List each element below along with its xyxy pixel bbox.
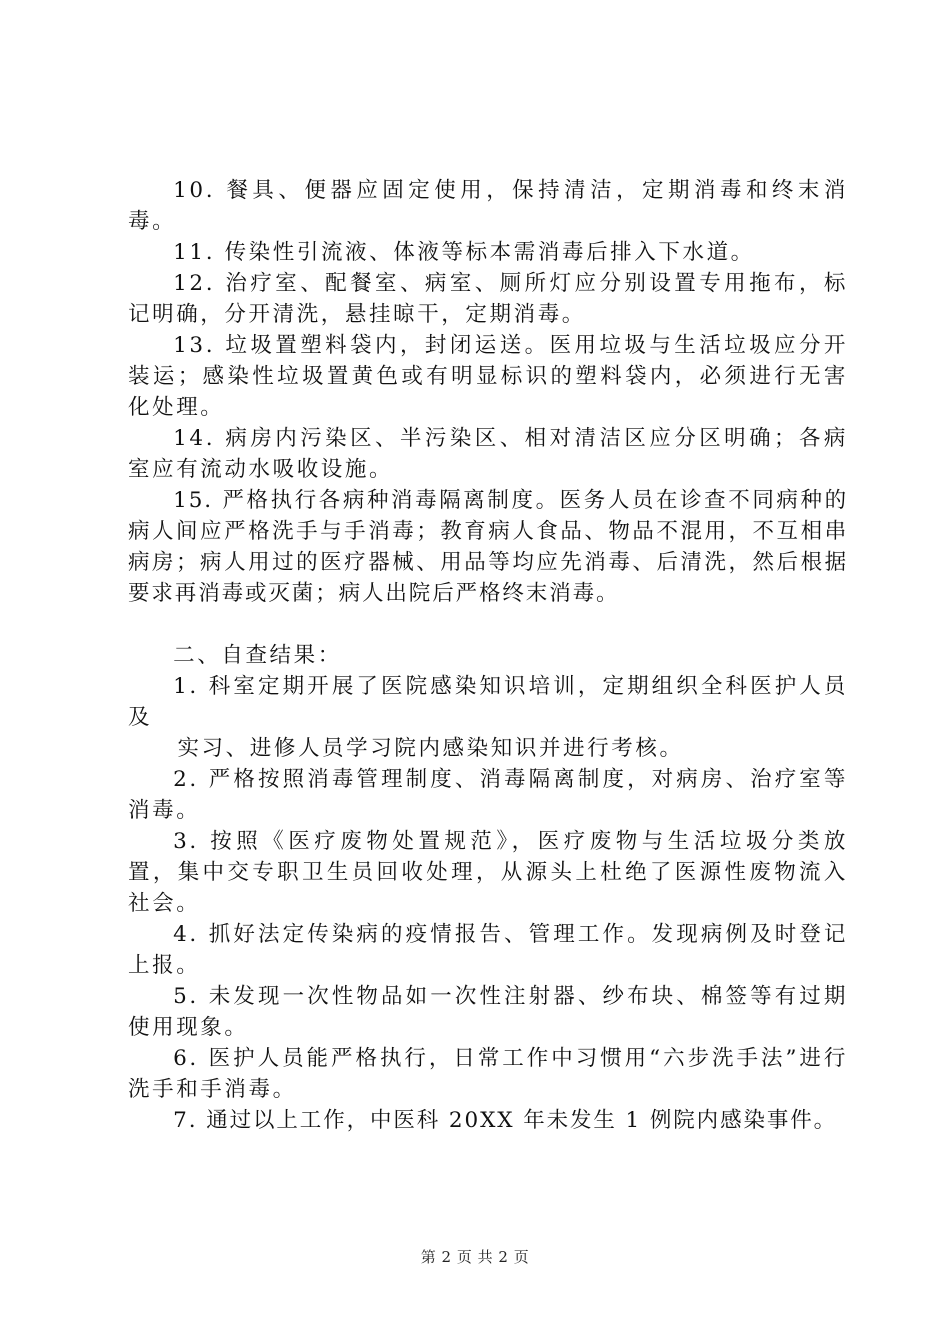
result-item-1-continued: 实习、进修人员学习院内感染知识并进行考核。 (177, 736, 684, 761)
result-item-5: 5. 未发现一次性物品如一次性注射器、纱布块、棉签等有过期使用现象。 (128, 984, 848, 1040)
section-spacer (128, 609, 848, 640)
paragraph-item-12: 12. 治疗室、配餐室、病室、厕所灯应分别设置专用拖布，标记明确，分开清洗，悬挂晾干，定期消毒。 (128, 271, 848, 327)
result-item-4: 4. 抓好法定传染病的疫情报告、管理工作。发现病例及时登记上报。 (128, 922, 848, 978)
section-heading: 二、自查结果： (173, 643, 342, 668)
paragraph-item-10: 10. 餐具、便器应固定使用，保持清洁，定期消毒和终末消毒。 (128, 178, 848, 234)
paragraph-item-11: 11. 传染性引流液、体液等标本需消毒后排入下水道。 (173, 240, 755, 265)
paragraph-item-14: 14. 病房内污染区、半污染区、相对清洁区应分区明确；各病室应有流动水吸收设施。 (128, 426, 848, 482)
document-body (128, 175, 848, 1136)
paragraph-item-13: 13. 垃圾置塑料袋内，封闭运送。医用垃圾与生活垃圾应分开装运；感染性垃圾置黄色或有明显标识的塑料袋内，必须进行无害化处理。 (128, 333, 848, 420)
result-item-2: 2. 严格按照消毒管理制度、消毒隔离制度，对病房、治疗室等消毒。 (128, 767, 848, 823)
result-item-7: 7. 通过以上工作，中医科 20XX 年未发生 1 例院内感染事件。 (173, 1108, 838, 1133)
result-item-1: 1. 科室定期开展了医院感染知识培训，定期组织全科医护人员及 (128, 674, 848, 730)
result-item-6: 6. 医护人员能严格执行，日常工作中习惯用“六步洗手法”进行洗手和手消毒。 (128, 1046, 848, 1102)
page-footer: 第 2 页 共 2 页 (420, 1248, 530, 1266)
result-item-3: 3. 按照《医疗废物处置规范》，医疗废物与生活垃圾分类放置，集中交专职卫生员回收处理，从源头上杜绝了医源性废物流入社会。 (128, 829, 848, 916)
paragraph-item-15: 15. 严格执行各病种消毒隔离制度。医务人员在诊查不同病种的病人间应严格洗手与手消毒；教育病人食品、物品不混用，不互相串病房；病人用过的医疗器械、用品等均应先消毒、后清洗，然后根据要求再消毒或灭菌；病人出院后严格终末消毒。 (128, 488, 848, 606)
